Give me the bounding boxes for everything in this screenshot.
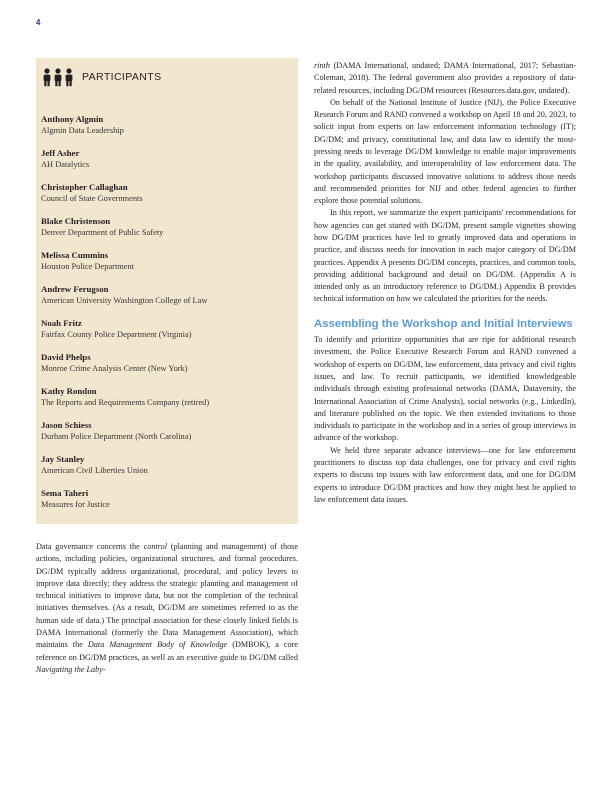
right-column-text xyxy=(314,60,576,506)
participant-entry xyxy=(41,181,291,215)
participant-name: Sema Taheri xyxy=(41,488,89,498)
participant-name: Noah Fritz xyxy=(41,318,82,328)
participant-organization: Algmin Data Leadership xyxy=(41,126,124,135)
participant-entry xyxy=(41,385,291,419)
participant-entry xyxy=(41,487,291,521)
participant-name: Jason Schiess xyxy=(41,420,92,430)
participant-organization: Fairfax County Police Department (Virginia) xyxy=(41,330,192,339)
participant-name: Jay Stanley xyxy=(41,454,85,464)
participant-organization: Monroe Crime Analysis Center (New York) xyxy=(41,364,188,373)
text-run: (planning and management) of those actions, including policies, organizational structures, and formal procedures. DG/DM typically address organizational, procedural, and policy levers to improve data directly; they address the strategic planning and management of technical initiatives to improve data, but not the completion of the technical initiatives themselves. (As a result, DG/DM are sometimes referred to as the human side of data.) The principal association for these closely linked fields is DAMA International (formerly the Data Management Association), which maintains the xyxy=(36,542,299,650)
participant-entry xyxy=(41,453,291,487)
participants-header xyxy=(42,66,161,88)
participant-name: Kathy Rondon xyxy=(41,386,97,396)
body-paragraph: In this report, we summarize the expert participants' recommendations for how agencies can get started with DG/DM, present sample vignettes showing how DG/DM practices have led to greatly improved data and operations in practice, and discuss needs for innovation in each major category of DG/DM practices. Appendix A presents DG/DM concepts, practices, and common tools, providing additional background and detail on DG/DM. (Appendix A is intended only as an introductory reference to DG/DM.) Appendix B provides technical information on how we calculated the priorities for the needs. xyxy=(314,208,576,304)
italic-term: control xyxy=(143,542,167,551)
participant-organization: Denver Department of Public Safety xyxy=(41,228,164,237)
participant-organization: The Reports and Requirements Company (retired) xyxy=(41,398,210,407)
body-paragraph: We held three separate advance interviews—one for law enforcement practitioners to discuss top data challenges, one for privacy and civil rights experts to discuss top issues with law enforcement data, and one for DG/DM experts to introduce DG/DM practices and how they might best be applied to law enforcement data issues. xyxy=(314,445,576,504)
participant-organization: American Civil Liberties Union xyxy=(41,466,148,475)
participant-organization: Measures for Justice xyxy=(41,500,110,509)
book-title: rinth xyxy=(314,61,330,70)
participant-entry xyxy=(41,317,291,351)
body-paragraph: On behalf of the National Institute of Justice (NIJ), the Police Executive Research Forum and RAND convened a workshop on April 18 and 20, 2023, to solicit input from experts on law enforcement information technology (IT); DG/DM; and privacy, constitutional law, and data law to identify the most-pressing needs to leverage DG/DM knowledge to enable major improvements in the quality, availability, and interoperability of law enforcement data. The workshop participants discussed innovative solutions to address those needs and recommended priorities for NIJ and other federal agencies to further explore those potential solutions. xyxy=(314,97,576,206)
participant-name: David Phelps xyxy=(41,352,91,362)
section-heading: Assembling the Workshop and Initial Interviews xyxy=(314,317,573,330)
participant-name: Christopher Callaghan xyxy=(41,182,128,192)
participant-organization: Council of State Governments xyxy=(41,194,143,203)
page-number: 4 xyxy=(36,18,41,27)
participant-organization: AH Datalytics xyxy=(41,160,90,169)
participant-organization: Durham Police Department (North Carolina) xyxy=(41,432,192,441)
text-run: (DAMA International, undated; DAMA International, 2017; Sebastian-Coleman, 2018). The federal government also provides a repository of data-related resources, including DG/DM resources (Resources.data.gov, undated). xyxy=(314,61,576,95)
book-title: Navigating the Laby- xyxy=(36,664,106,674)
participant-name: Anthony Algmin xyxy=(41,114,104,124)
participants-sidebar xyxy=(36,58,298,524)
book-title: Data Management Body of Knowledge xyxy=(87,640,228,650)
participant-organization: Houston Police Department xyxy=(41,262,135,271)
participant-entry xyxy=(41,249,291,283)
participant-entry xyxy=(41,215,291,249)
participant-entry xyxy=(41,113,291,147)
participants-title: PARTICIPANTS xyxy=(82,71,162,83)
people-group-icon xyxy=(42,67,74,87)
participant-entry xyxy=(41,283,291,317)
text-run: Data governance concerns the xyxy=(36,542,144,551)
participant-name: Blake Christenson xyxy=(41,216,111,226)
participants-list xyxy=(41,113,291,521)
participant-name: Andrew Ferugson xyxy=(41,284,109,294)
participant-entry xyxy=(41,351,291,385)
participant-organization: American University Washington College of Law xyxy=(41,296,208,305)
text-run: (DMBOK), a core reference on DG/DM practices, as well as an executive guide to DG/DM called xyxy=(36,640,299,662)
participant-name: Melissa Cummins xyxy=(41,250,109,260)
participant-entry xyxy=(41,419,291,453)
body-paragraph: To identify and prioritize opportunities that are ripe for additional research investment, the Police Executive Research Forum and RAND convened a workshop of experts on DG/DM, law enforcement, data privacy and civil rights issues, and law. To recruit participants, we identified knowledgeable individuals through existing professional networks (DAMA, Dataversity, the International Association of Crime Analysts), social networks (e.g., LinkedIn), and literature published on the topic. We then extended invitations to those individuals to participate in the workshop and in a series of group interviews in advance of the workshop. xyxy=(314,335,576,443)
participant-name: Jeff Asher xyxy=(41,148,80,158)
body-paragraph xyxy=(36,541,298,676)
left-column-text xyxy=(36,541,298,676)
body-paragraph xyxy=(314,60,576,97)
participant-entry xyxy=(41,147,291,181)
